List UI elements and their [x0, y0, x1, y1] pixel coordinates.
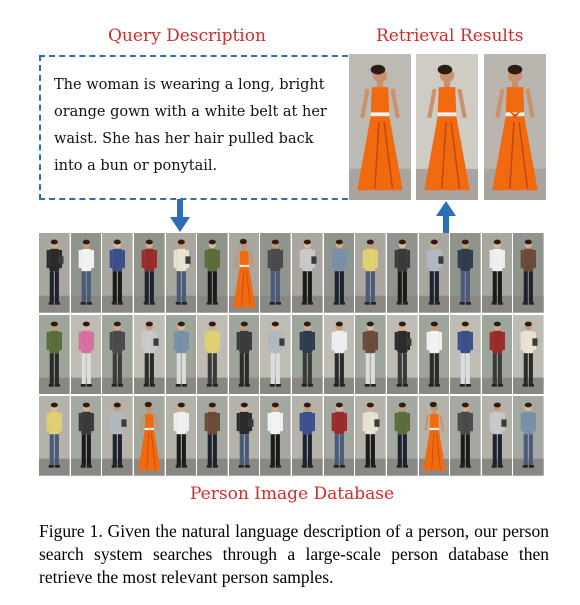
- person-image-database-label: Person Image Database: [190, 484, 395, 504]
- database-person-image: [134, 315, 165, 395]
- database-person-image: [450, 233, 481, 313]
- database-person-image: [39, 396, 70, 476]
- database-person-image: [197, 233, 228, 313]
- database-person-image: [387, 315, 418, 395]
- database-person-image: [292, 233, 323, 313]
- database-person-image: [197, 315, 228, 395]
- database-person-image: [134, 233, 165, 313]
- database-person-image: [292, 396, 323, 476]
- database-person-image: [71, 396, 102, 476]
- database-person-image: [355, 315, 386, 395]
- database-person-image: [482, 233, 513, 313]
- query-text: The woman is wearing a long, bright orange gown with a white belt at her waist. She has her hair pulled back into a bun or ponytail.: [54, 77, 327, 174]
- retrieval-result-image: [416, 54, 478, 200]
- database-person-image: [292, 315, 323, 395]
- query-down-arrow: [170, 199, 190, 233]
- orange-gown-woman-figure: [484, 54, 546, 200]
- query-description-box: [39, 55, 358, 200]
- database-orange-gown-image: [134, 396, 165, 476]
- database-person-image: [450, 396, 481, 476]
- database-person-image: [71, 233, 102, 313]
- database-person-image: [229, 315, 260, 395]
- retrieval-result-image: [484, 54, 546, 200]
- database-person-image: [102, 396, 133, 476]
- database-person-image: [229, 396, 260, 476]
- database-orange-gown-image: [229, 233, 260, 313]
- database-person-image: [260, 233, 291, 313]
- database-person-image: [513, 396, 544, 476]
- database-person-image: [166, 396, 197, 476]
- figure-caption: Figure 1. Given the natural language description of a person, our person search system searches through a large-scale person database then retrieve the most relevant person samples.: [39, 521, 549, 587]
- database-person-image: [324, 315, 355, 395]
- database-person-image: [260, 396, 291, 476]
- retrieval-result-image: [349, 54, 411, 200]
- database-person-image: [355, 233, 386, 313]
- orange-gown-woman-figure: [349, 54, 411, 200]
- database-person-image: [482, 315, 513, 395]
- database-person-image: [324, 233, 355, 313]
- person-image-database-grid: [39, 233, 545, 478]
- database-person-image: [102, 233, 133, 313]
- database-person-image: [387, 233, 418, 313]
- database-person-image: [260, 315, 291, 395]
- database-person-image: [197, 396, 228, 476]
- database-person-image: [513, 315, 544, 395]
- database-person-image: [39, 315, 70, 395]
- query-description-label: Query Description: [108, 26, 266, 46]
- database-person-image: [71, 315, 102, 395]
- result-up-arrow: [436, 201, 456, 233]
- database-person-image: [419, 233, 450, 313]
- database-person-image: [39, 233, 70, 313]
- database-person-image: [387, 396, 418, 476]
- database-person-image: [450, 315, 481, 395]
- database-orange-gown-image: [419, 396, 450, 476]
- database-person-image: [102, 315, 133, 395]
- retrieval-results-label: Retrieval Results: [376, 26, 524, 46]
- database-person-image: [166, 233, 197, 313]
- database-person-image: [166, 315, 197, 395]
- database-person-image: [482, 396, 513, 476]
- database-person-image: [419, 315, 450, 395]
- orange-gown-woman-figure: [416, 54, 478, 200]
- database-person-image: [355, 396, 386, 476]
- database-person-image: [324, 396, 355, 476]
- database-person-image: [513, 233, 544, 313]
